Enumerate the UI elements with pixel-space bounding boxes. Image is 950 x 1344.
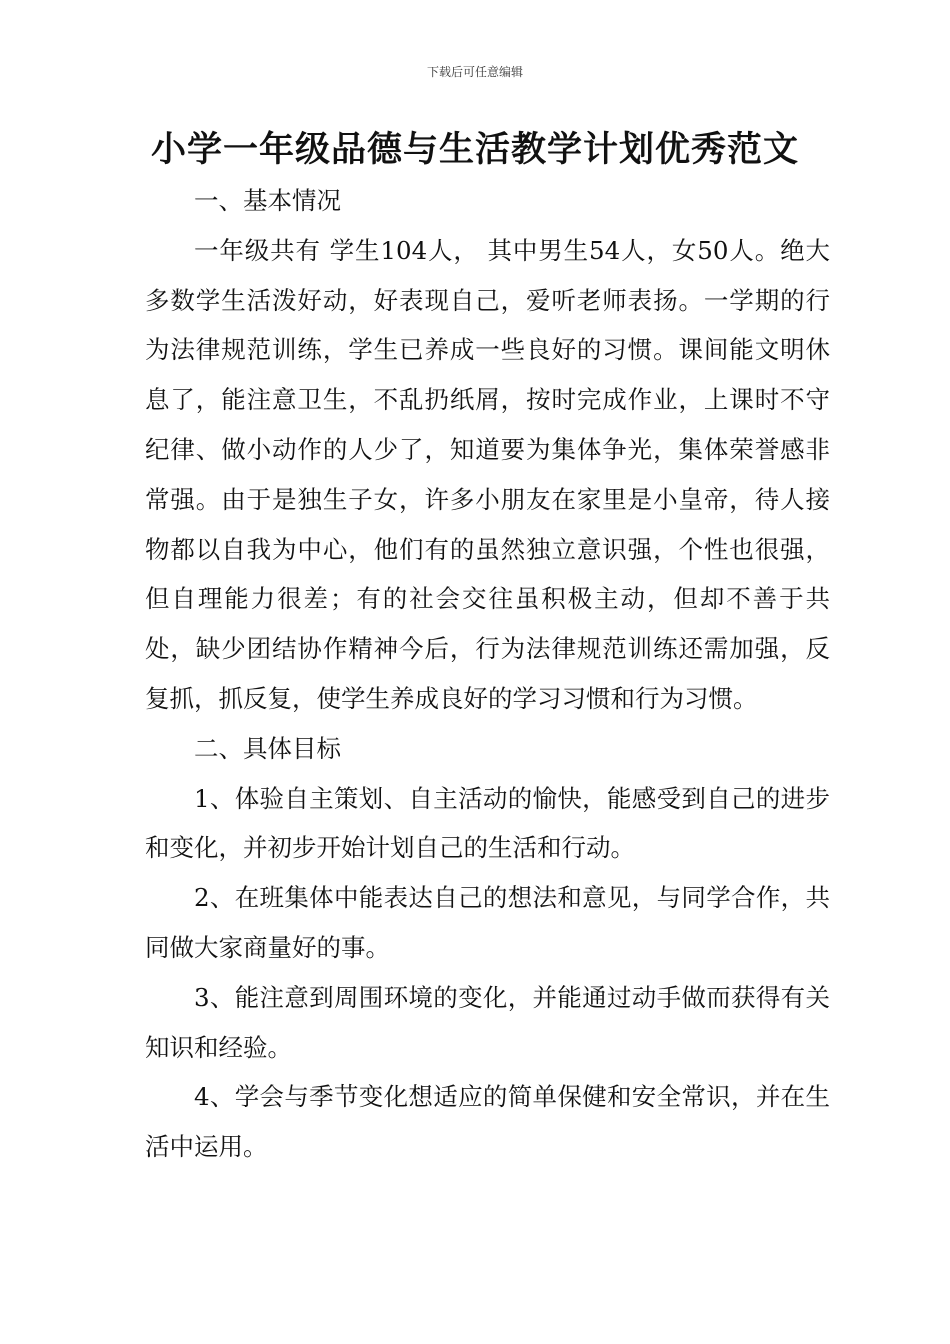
header-note: 下载后可任意编辑: [426, 65, 523, 79]
document-title: 小学一年级品德与生活教学计划优秀范文: [150, 130, 799, 170]
goal-item-2: 2、在班集体中能表达自己的想法和意见，与同学合作，共同做大家商量好的事。: [145, 883, 830, 962]
goal-item-3: 3、能注意到周围环境的变化，并能通过动手做而获得有关知识和经验。: [145, 982, 830, 1062]
document-body: [145, 176, 830, 1172]
paragraph-basic-situation: 一年级共有 学生104人， 其中男生54人，女50人。绝大多数学生活泼好动，好表现自己，爱听老师表扬。一学期的行为法律规范训练，学生已养成一些良好的习惯。课间能文明休息了，能注意卫生，不乱扔纸屑，按时完成作业，上课时不守纪律、做小动作的人少了，知道要为集体争光，集体荣誉感非常强。由于是独生子女，许多小朋友在家里是小皇帝，待人接物都以自我为中心，他们有的虽然独立意识强，个性也很强，但自理能力很差；有的社会交往虽积极主动，但却不善于共处，缺少团结协作精神今后，行为法律规范训练还需加强，反复抓，抓反复，使学生养成良好的学习习惯和行为习惯。: [145, 235, 830, 713]
goal-item-4: 4、学会与季节变化想适应的简单保健和安全常识，并在生活中运用。: [145, 1082, 830, 1162]
section-heading-basic-situation: 一、基本情况: [194, 186, 341, 215]
section-heading-specific-goals: 二、具体目标: [194, 733, 341, 763]
goal-item-1: 1、体验自主策划、自主活动的愉快，能感受到自己的进步和变化，并初步开始计划自己的生活和行动。: [145, 783, 830, 863]
